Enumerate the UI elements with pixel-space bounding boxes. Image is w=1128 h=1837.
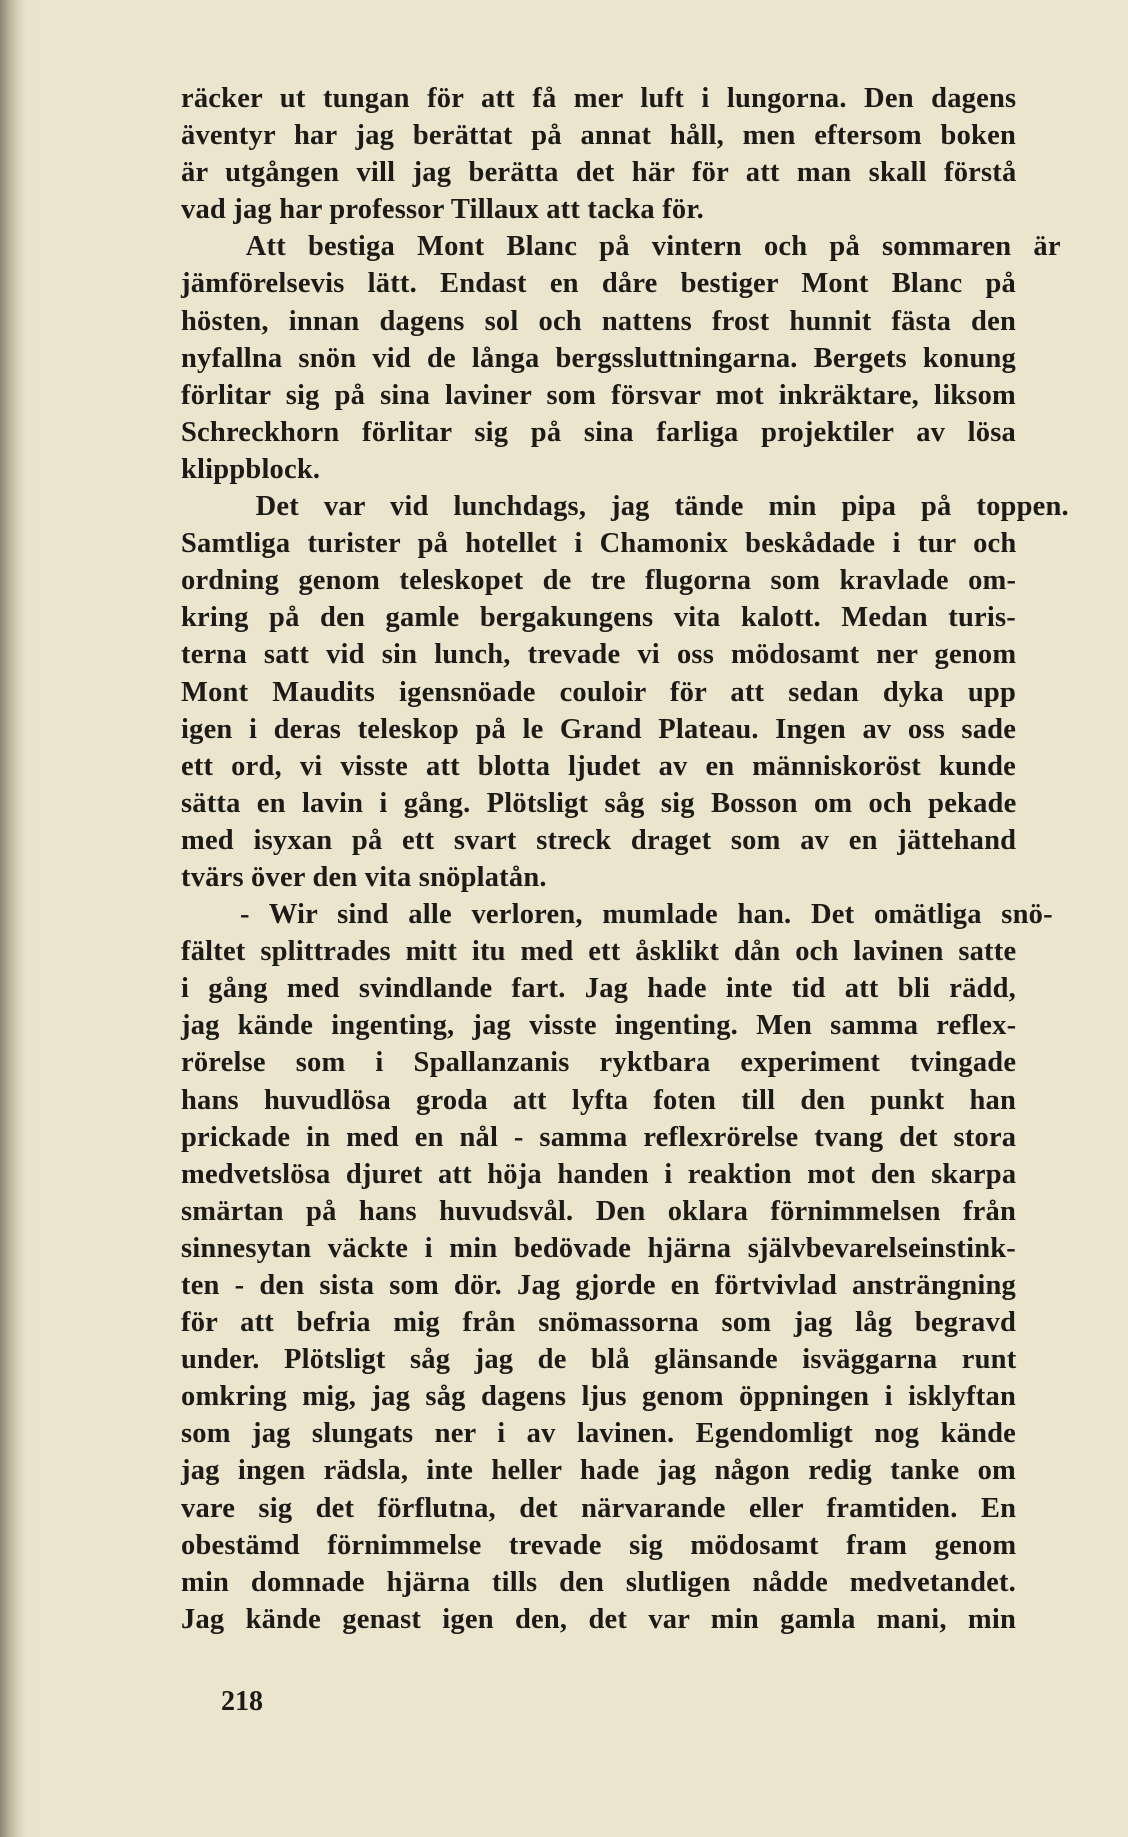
text-line: prickade in med en nål - samma reflexrörelse tvang det stora bbox=[181, 1121, 1017, 1153]
text-line: rörelse som i Spallanzanis ryktbara experiment tvingade bbox=[181, 1047, 1017, 1079]
text-line: hösten, innan dagens sol och nattens frost hunnit fästa den bbox=[181, 305, 1016, 337]
text-line: jag ingen rädsla, inte heller hade jag någon redig tanke om bbox=[181, 1455, 1016, 1487]
text-line: medvetslösa djuret att höja handen i reaktion mot den skarpa bbox=[181, 1158, 1017, 1190]
text-line: Samtliga turister på hotellet i Chamonix beskådade i tur och bbox=[181, 528, 1017, 560]
text-line: igen i deras teleskop på le Grand Plateau. Ingen av oss sade bbox=[181, 713, 1017, 745]
text-line: Mont Maudits igensnöade couloir för att sedan dyka upp bbox=[181, 676, 1016, 708]
text-line: under. Plötsligt såg jag de blå glänsande isväggarna runt bbox=[181, 1344, 1017, 1376]
text-line: omkring mig, jag såg dagens ljus genom öppningen i isklyftan bbox=[181, 1381, 1016, 1413]
text-line: kring på den gamle bergakungens vita kalott. Medan turis- bbox=[181, 602, 1016, 634]
text-line: Schreckhorn förlitar sig på sina farliga projektiler av lösa bbox=[181, 416, 1016, 448]
text-line: i gång med svindlande fart. Jag hade inte tid att bli rädd, bbox=[181, 973, 1016, 1005]
text-line: förlitar sig på sina laviner som försvar mot inkräktare, liksom bbox=[181, 379, 1016, 411]
text-line: min domnade hjärna tills den slutligen nådde medvetandet. bbox=[181, 1566, 1016, 1598]
text-line: är utgången vill jag berätta det här för att man skall förstå bbox=[181, 157, 1017, 189]
text-line: jämförelsevis lätt. Endast en dåre bestiger Mont Blanc på bbox=[181, 268, 1016, 300]
text-line: ett ord, vi visste att blotta ljudet av en människoröst kunde bbox=[181, 750, 1016, 782]
text-line: som jag slungats ner i av lavinen. Egendomligt nog kände bbox=[181, 1418, 1017, 1450]
page-number: 218 bbox=[221, 1686, 263, 1717]
text-line: klippblock. bbox=[181, 453, 321, 485]
text-line: - Wir sind alle verloren, mumlade han. Det omätliga snö- bbox=[181, 899, 1053, 931]
text-line: räcker ut tungan för att få mer luft i lungorna. Den dagens bbox=[181, 83, 1017, 114]
body-text bbox=[181, 80, 1069, 1638]
text-line: fältet splittrades mitt itu med ett åsklikt dån och lavinen satte bbox=[181, 936, 1017, 968]
text-line: sätta en lavin i gång. Plötsligt såg sig Bosson om och pekade bbox=[181, 787, 1017, 819]
text-line: Jag kände genast igen den, det var min gamla mani, min bbox=[181, 1603, 1016, 1635]
text-line: för att befria mig från snömassorna som jag låg begravd bbox=[181, 1307, 1016, 1339]
text-line: sinnesytan väckte i min bedövade hjärna självbevarelseinstink- bbox=[181, 1232, 1016, 1264]
text-line: med isyxan på ett svart streck draget som av en jättehand bbox=[181, 824, 1017, 856]
text-line: ten - den sista som dör. Jag gjorde en förtvivlad ansträngning bbox=[181, 1270, 1016, 1301]
text-line: obestämd förnimmelse trevade sig mödosamt fram genom bbox=[181, 1529, 1017, 1561]
book-gutter-shadow bbox=[0, 0, 26, 1837]
text-line: nyfallna snön vid de långa bergssluttningarna. Bergets konung bbox=[181, 342, 1016, 374]
text-line: smärtan på hans huvudsvål. Den oklara förnimmelsen från bbox=[181, 1195, 1016, 1227]
text-line: jag kände ingenting, jag visste ingenting. Men samma reflex- bbox=[181, 1010, 1017, 1042]
text-line: Det var vid lunchdags, jag tände min pipa på toppen. bbox=[181, 491, 1069, 523]
text-line: tvärs över den vita snöplatån. bbox=[181, 861, 547, 893]
text-line: hans huvudlösa groda att lyfta foten till den punkt han bbox=[181, 1084, 1016, 1116]
text-line: vad jag har professor Tillaux att tacka för. bbox=[181, 194, 704, 226]
text-line: Att bestiga Mont Blanc på vintern och på sommaren är bbox=[181, 231, 1061, 263]
text-line: vare sig det förflutna, det närvarande eller framtiden. En bbox=[181, 1492, 1017, 1524]
text-line: äventyr har jag berättat på annat håll, men eftersom boken bbox=[181, 120, 1016, 152]
text-line: terna satt vid sin lunch, trevade vi oss mödosamt ner genom bbox=[181, 639, 1017, 671]
text-line: ordning genom teleskopet de tre flugorna som kravlade om- bbox=[181, 565, 1017, 597]
